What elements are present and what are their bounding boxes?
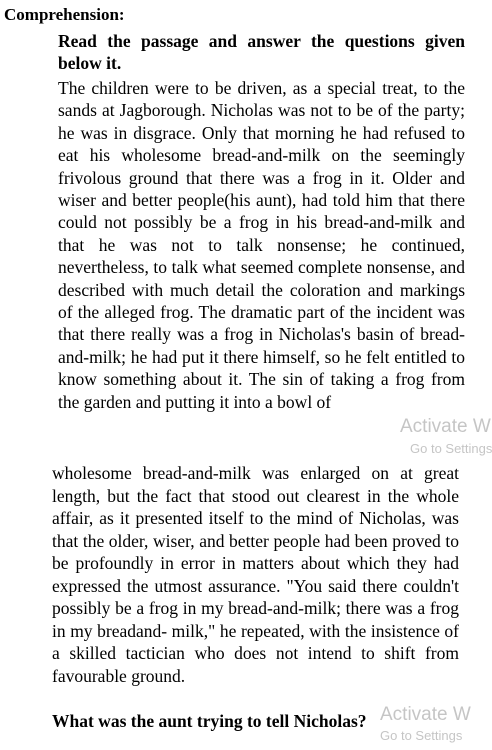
passage-paragraph-part-2: wholesome bread-and-milk was enlarged on at great length, but the fact that stood out clearest in the whole affair, as it presented itself to the mind of Nicholas, was that the older, wiser, and better people had been proved to be profoundly in error in matters about which they had expressed the utmost assurance. "You said there couldn't possibly be a frog in my bread-and-milk; there was a frog in my breadand- milk," he repeated, with the insistence of a skilled tactician who does not intend to shift from favourable ground. [52, 463, 459, 686]
activate-watermark-subtitle-lower: Go to Settings [380, 728, 463, 743]
activate-watermark-title: Activate W [400, 416, 491, 437]
question-text: What was the aunt trying to tell Nicholas? [52, 711, 367, 731]
activate-watermark-title-lower: Activate W [380, 704, 471, 725]
instruction-text: Read the passage and answer the questions given below it. [58, 31, 465, 73]
activate-watermark-subtitle: Go to Settings [410, 441, 492, 456]
passage-paragraph-part-1: The children were to be driven, as a special treat, to the sands at Jagborough. Nicholas was not to be of the party; he was in disgrace. Only that morning he had refused to eat his wholesome bread-and-milk on the seemingly frivolous ground that there was a frog in it. Older and wiser and better people(his aunt), had told him that there could not possibly be a frog in his bread-and-milk and that he was not to talk nonsense; he continued, nevertheless, to talk what seemed complete nonsense, and described with much detail the coloration and markings of the alleged frog. The dramatic part of the incident was that there really was a frog in Nicholas's basin of bread-and-milk; he had put it there himself, so he felt entitled to know something about it. The sin of taking a frog from the garden and putting it into a bowl of [58, 78, 465, 412]
section-heading: Comprehension: [4, 5, 125, 24]
